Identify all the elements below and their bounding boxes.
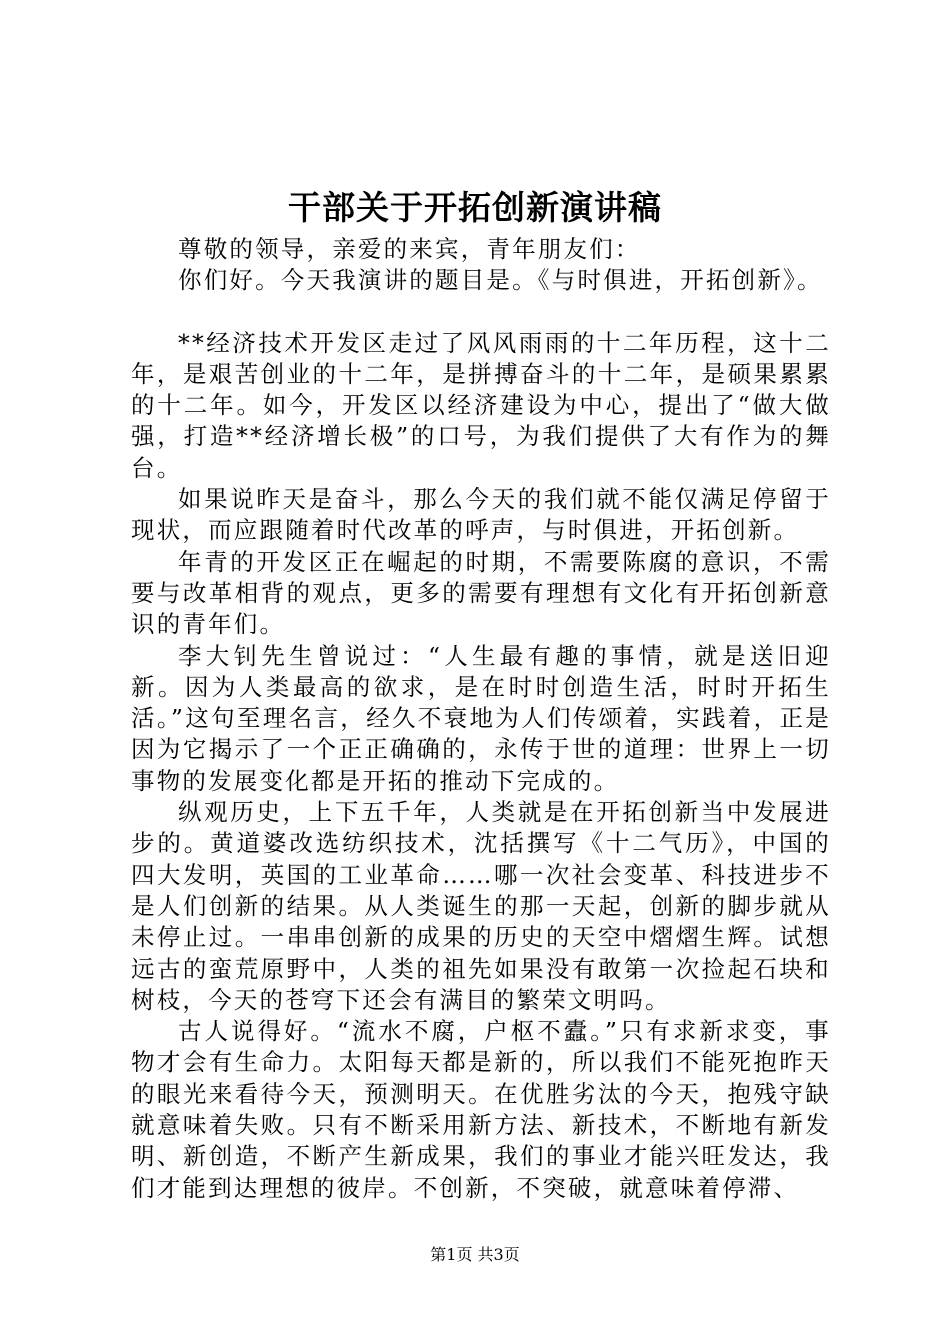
page-footer: 第1页 共3页 [430, 1245, 520, 1264]
body-paragraph-2: 如果说昨天是奋斗，那么今天的我们就不能仅满足停留于现状，而应跟随着时代改革的呼声，与时俱进，开拓创新。 [131, 485, 831, 545]
body-paragraph-3: 年青的开发区正在崛起的时期，不需要陈腐的意识，不需要与改革相背的观点，更多的需要有理想有文化有开拓创新意识的青年们。 [131, 547, 831, 639]
greeting-paragraph: 你们好。今天我演讲的题目是。《与时俱进，开拓创新》。 [178, 266, 823, 295]
body-paragraph-5: 纵观历史，上下五千年，人类就是在开拓创新当中发展进步的。黄道婆改选纺织技术，沈括撰写《十二气历》，中国的四大发明，英国的工业革命……哪一次社会变革、科技进步不是人们创新的结果。从人类诞生的那一天起，创新的脚步就从未停止过。一串串创新的成果的历史的天空中熠熠生辉。试想远古的蛮荒原野中，人类的祖先如果没有敢第一次捡起石块和树枝，今天的苍穹下还会有满目的繁荣文明吗。 [131, 798, 831, 1014]
document-title: 干部关于开拓创新演讲稿 [288, 188, 662, 227]
body-paragraph-1: **经济技术开发区走过了风风雨雨的十二年历程，这十二年，是艰苦创业的十二年，是拼搏奋斗的十二年，是硕果累累的十二年。如今，开发区以经济建设为中心，提出了“做大做强，打造**经济增长极”的口号，为我们提供了大有作为的舞台。 [131, 328, 831, 482]
document-body [131, 234, 831, 1204]
body-paragraph-4: 李大钊先生曾说过：“人生最有趣的事情，就是送旧迎新。因为人类最高的欲求，是在时时创造生活，时时开拓生活。”这句至理名言，经久不衰地为人们传颂着，实践着，正是因为它揭示了一个正正确确的，永传于世的道理：世界上一切事物的发展变化都是开拓的推动下完成的。 [131, 641, 831, 795]
body-paragraph-6: 古人说得好。“流水不腐，户枢不蠹。”只有求新求变，事物才会有生命力。太阳每天都是新的，所以我们不能死抱昨天的眼光来看待今天，预测明天。在优胜劣汰的今天，抱残守缺就意味着失败。只有不断采用新方法、新技术，不断地有新发明、新创造，不断产生新成果，我们的事业才能兴旺发达，我们才能到达理想的彼岸。不创新，不突破，就意味着停滞、 [131, 1017, 831, 1202]
salutation-paragraph: 尊敬的领导，亲爱的来宾，青年朋友们： [178, 235, 641, 263]
